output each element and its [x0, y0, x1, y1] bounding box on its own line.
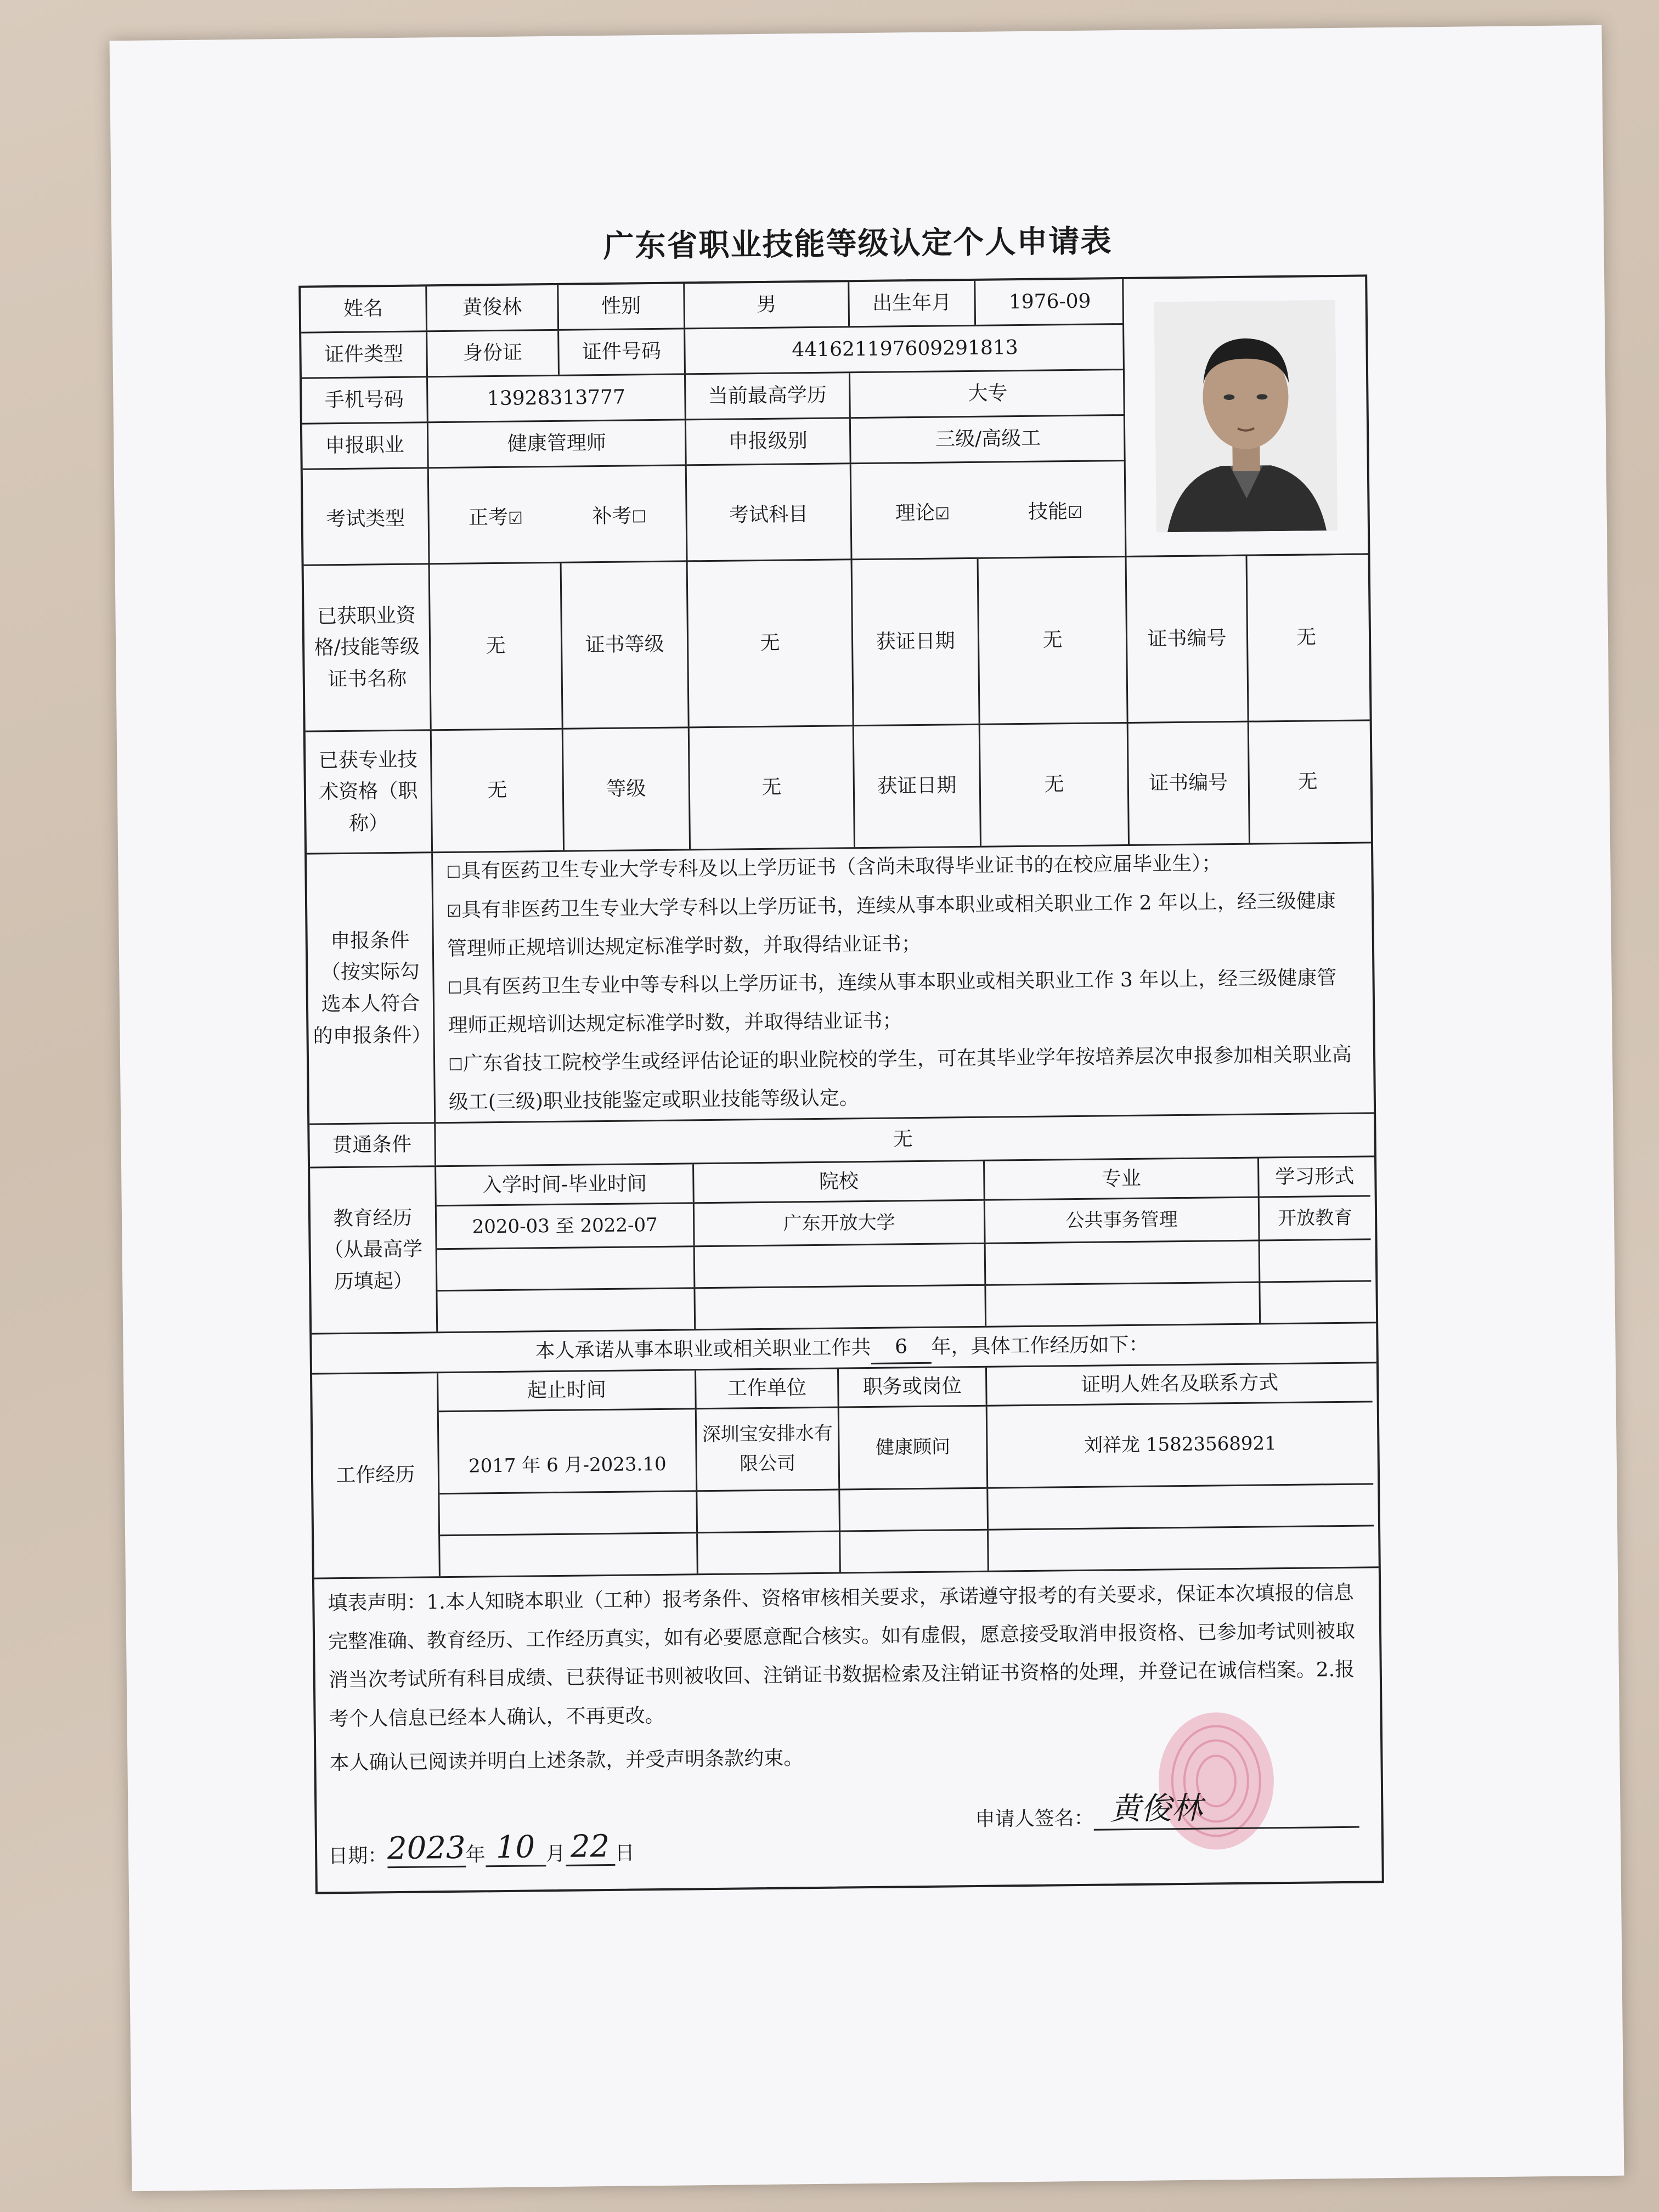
cert-name: 无: [430, 563, 563, 729]
signature-line: [975, 1782, 1359, 1832]
edu-value: 大专: [968, 382, 1008, 405]
cert-no: 无: [1296, 626, 1317, 649]
declaration-block: [314, 1568, 1382, 1892]
checked-box-icon: ☑: [1068, 503, 1083, 522]
work-promise: 本人承诺从事本职业或相关职业工作共 6 年，具体工作经历如下：: [312, 1323, 1372, 1373]
edu-col-form: 学习形式: [1275, 1165, 1355, 1189]
row-conditions: [307, 843, 1374, 1125]
condition-item-4[interactable]: ☐广东省技工院校学生或经评估论证的职业院校的学生，可在其毕业学年按培养层次申报参加相关职业高级工(三级)职业技能鉴定或职业技能等级认定。: [448, 1043, 1352, 1114]
idtype-value: 身份证: [427, 331, 560, 376]
examtype-label: 考试类型: [303, 469, 430, 569]
edu-col-school: 院校: [694, 1161, 985, 1203]
job-label: 申报职业: [302, 423, 429, 468]
unchecked-box-icon: ☐: [448, 1055, 464, 1075]
row-cert: [304, 553, 1370, 732]
exam-normal-option[interactable]: 正考☑: [468, 506, 523, 529]
applicant-photo: [1154, 300, 1338, 532]
phone-value: 13928313777: [428, 375, 686, 421]
through-value: 无: [893, 1128, 913, 1151]
date-month: 10: [485, 1829, 546, 1867]
tech-date: 无: [980, 724, 1130, 846]
cert-label: 已获职业资格/技能等级证书名称: [304, 565, 432, 730]
edu-col-major: 专业: [985, 1159, 1260, 1200]
tech-grade: 无: [690, 726, 855, 849]
month-unit: 月: [545, 1842, 566, 1866]
work-table: [438, 1363, 1374, 1576]
edu-major: 公共事务管理: [985, 1198, 1260, 1242]
basic-info-block: [301, 276, 1368, 564]
work-time: 2017 年 6 月-2023.10: [439, 1410, 698, 1493]
education-label: 教育经历（从最高学历填起）: [310, 1167, 438, 1333]
conditions-label: 申报条件（按实际勾选本人符合的申报条件）: [307, 853, 436, 1123]
work-unit: 深圳宝安排水有限公司: [697, 1408, 840, 1490]
name-label: 姓名: [301, 286, 427, 331]
work-col-time: 起止时间: [438, 1370, 697, 1410]
applicant-signature: 黄俊林: [1093, 1782, 1359, 1831]
form-table: [298, 274, 1384, 1894]
checked-box-icon: ☑: [447, 901, 462, 921]
examtype-options: [429, 466, 688, 568]
declaration-confirm: 本人确认已阅读并明白上述条款，并受声明条款约束。: [329, 1747, 804, 1775]
row-phone: [302, 370, 1125, 425]
tech-date-label: 获证日期: [854, 725, 981, 847]
edu-col-time: 入学时间-毕业时间: [436, 1164, 695, 1205]
day-unit: 日: [614, 1842, 635, 1865]
cert-grade-label: 证书等级: [562, 562, 690, 727]
tech-no-label: 证书编号: [1128, 723, 1250, 844]
tech-no: 无: [1297, 770, 1318, 793]
declaration-text: 填表声明：1.本人知晓本职业（工种）报考条件、资格审核相关要求，承诺遵守报考的有关要求，保证本次填报的信息完整准确、教育经历、工作经历真实，如有必要愿意配合核实。如有虚假，愿意接受取消申报资格、已参加考试则被取消当次考试所有科目成绩、已获得证书则被收回、注销证书数据检索及注销证书资格的处理，并登记在诚信档案。2.报考个人信息已经本人确认，不再更改。: [328, 1581, 1356, 1730]
cert-grade: 无: [688, 560, 854, 726]
theory-option[interactable]: 理论☑: [895, 501, 950, 525]
name-value: 黄俊林: [427, 285, 559, 331]
portrait-image: [1154, 300, 1338, 532]
photo-cell: [1122, 276, 1368, 557]
date-label: 日期：: [328, 1844, 388, 1868]
level-value: 三级/高级工: [935, 427, 1041, 451]
application-form-paper: [110, 25, 1624, 2191]
work-row: [439, 1403, 1373, 1494]
exam-makeup-option[interactable]: 补考☐: [592, 505, 647, 528]
year-unit: 年: [465, 1843, 486, 1866]
date-year: 2023: [387, 1830, 466, 1868]
form-title: 广东省职业技能等级认定个人申请表: [603, 223, 1113, 264]
idtype-label: 证件类型: [301, 332, 428, 377]
row-work: [312, 1363, 1379, 1579]
work-label: 工作经历: [312, 1373, 441, 1577]
level-label: 申报级别: [686, 419, 851, 464]
cert-no-label: 证书编号: [1127, 556, 1249, 722]
sign-label: 申请人签名：: [975, 1807, 1094, 1831]
row-name: [301, 279, 1124, 334]
work-col-position: 职务或岗位: [839, 1368, 988, 1407]
checked-box-icon: ☑: [935, 504, 950, 524]
subjects-options: [851, 461, 1127, 563]
condition-item-2[interactable]: ☑具有非医药卫生专业大学专科以上学历证书，连续从事本职业或相关职业工作 2 年以上，经三级健康管理师正规培训达规定标准学时数，并取得结业证书；: [447, 889, 1336, 960]
work-col-unit: 工作单位: [696, 1369, 839, 1408]
cert-date: 无: [979, 557, 1128, 724]
subjects-label: 考试科目: [687, 464, 853, 565]
education-table: [436, 1157, 1372, 1331]
row-education: [310, 1157, 1376, 1334]
condition-item-3[interactable]: ☐具有医药卫生专业中等专科以上学历证书，连续从事本职业或相关职业工作 3 年以上，经三级健康管理师正规培训达规定标准学时数，并取得结业证书；: [447, 966, 1337, 1037]
work-col-reference: 证明人姓名及联系方式: [1081, 1372, 1279, 1397]
tech-grade-label: 等级: [563, 728, 691, 850]
tech-name: 无: [432, 730, 565, 852]
checked-box-icon: ☑: [507, 509, 523, 528]
idno-value: 441621197609291813: [792, 336, 1018, 362]
edu-time: 2020-03 至 2022-07: [437, 1204, 695, 1248]
conditions-list: [433, 843, 1369, 1122]
edu-school: 广东开放大学: [695, 1201, 986, 1245]
cert-date-label: 获证日期: [853, 559, 980, 725]
edu-form: 开放教育: [1277, 1206, 1353, 1229]
row-id: [301, 325, 1125, 379]
skill-option[interactable]: 技能☑: [1028, 500, 1083, 523]
job-value: 健康管理师: [428, 420, 687, 467]
unchecked-box-icon: ☐: [631, 507, 647, 527]
row-tech: [306, 721, 1371, 854]
gender-label: 性别: [558, 284, 685, 329]
work-years: 6: [871, 1330, 932, 1364]
birth-label: 出生年月: [849, 281, 976, 326]
work-reference: 刘祥龙 15823568921: [1084, 1432, 1277, 1457]
unchecked-box-icon: ☐: [446, 863, 461, 883]
edu-label: 当前最高学历: [686, 373, 851, 419]
tech-label: 已获专业技术资格（职称）: [306, 731, 433, 853]
through-label: 贯通条件: [309, 1124, 436, 1166]
idno-label: 证件号码: [559, 329, 686, 374]
fingerprint-icon: [1149, 1706, 1283, 1855]
birth-value: 1976-09: [1008, 290, 1091, 314]
phone-label: 手机号码: [302, 377, 428, 422]
date-day: 22: [565, 1829, 615, 1866]
row-exam: [303, 461, 1127, 569]
work-position: 健康顾问: [839, 1407, 989, 1488]
condition-item-1[interactable]: ☐具有医药卫生专业大学专科及以上学历证书（含尚未取得毕业证书的在校应届毕业生）；: [446, 852, 1222, 883]
unchecked-box-icon: ☐: [447, 978, 462, 998]
row-job: [302, 416, 1126, 470]
date-line: [328, 1829, 635, 1869]
gender-value: 男: [685, 282, 850, 328]
